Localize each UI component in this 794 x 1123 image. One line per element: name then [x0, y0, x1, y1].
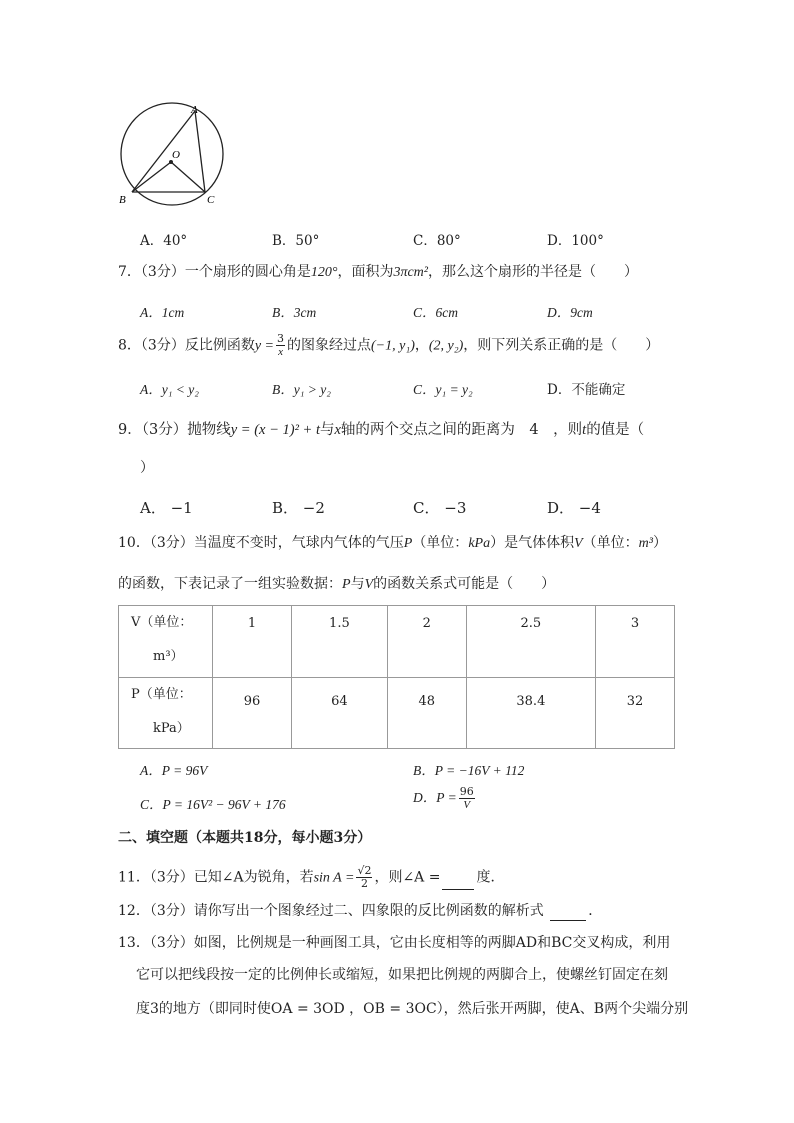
table-cell: 2: [387, 606, 466, 678]
q13-line-2: 它可以把线段按一定的比例伸长或缩短，如果把比例规的两脚合上，使螺丝钉固定在刻: [136, 967, 668, 983]
q7-option-b: B．3cm: [272, 305, 317, 320]
header-v-text: V（单位：: [131, 615, 193, 630]
q10-text-4: （单位：: [582, 535, 639, 551]
q10-data-table: [118, 605, 675, 749]
q8-frac-den: x: [278, 346, 283, 358]
q10-option-c: C．P = 16V² − 96V + 176: [140, 797, 286, 812]
q7-option-d: D．9cm: [547, 305, 593, 320]
segment-ac: [195, 111, 205, 192]
q8-number: 8．: [118, 337, 141, 354]
q12-answer-blank[interactable]: [550, 906, 586, 921]
q10-points: （3分）: [149, 535, 194, 551]
table-row: [119, 677, 675, 749]
q10-line-2-p: P: [342, 577, 351, 592]
q10-p-var: P: [403, 536, 413, 551]
section-2-title: 二、填空题（本题共18分，每小题3分）: [118, 830, 372, 846]
q9-option-b: B． −2: [272, 499, 325, 517]
q7-number: 7．: [118, 264, 141, 280]
q10-stem: [118, 533, 667, 554]
circle-figure: [112, 100, 242, 212]
q8-frac-num: 3: [277, 332, 285, 345]
q8-point-1: (−1, y₁): [371, 338, 415, 354]
q8-stem: [118, 333, 659, 358]
q11-answer-blank[interactable]: [442, 875, 474, 890]
table-cell: 38.4: [466, 677, 595, 749]
q7-angle: 120°: [310, 265, 338, 280]
q11-text-1: 已知∠A为锐角，若: [193, 869, 314, 886]
q7-option-a: A．1cm: [140, 305, 185, 320]
header-v-unit: m³）: [153, 649, 184, 664]
q8-fraction: [276, 333, 285, 358]
table-cell: 3: [595, 606, 674, 678]
q9-option-c: C． −3: [413, 499, 467, 517]
table-row: [119, 606, 675, 678]
label-c: C: [207, 194, 215, 206]
q9-option-d: D． −4: [547, 499, 601, 517]
q7-text-1: 一个扇形的圆心角是: [184, 264, 311, 280]
header-v-line1: [131, 606, 211, 640]
q9-text-3: 轴的两个交点之间的距离为 4 ，则: [340, 422, 583, 438]
q7-text-2: ，面积为: [337, 264, 394, 280]
header-p-line1: [131, 678, 211, 712]
segment-oc: [171, 162, 205, 192]
q9-stem: [118, 420, 644, 440]
q6-option-c: C．80°: [413, 233, 461, 249]
q10-option-a: A．P = 96V: [140, 763, 208, 778]
q9-number: 9．: [118, 422, 142, 438]
q9-points: （3分）: [141, 422, 188, 438]
table-cell: 1: [213, 606, 292, 678]
q7-stem: [118, 262, 638, 283]
q11-number: 11．: [118, 869, 150, 886]
q10-text-1: 当温度不变时，气球内气体的气压: [193, 535, 404, 551]
q7-text-3: ，那么这个扇形的半径是（ ）: [428, 264, 638, 280]
label-b: B: [119, 194, 126, 206]
q10-text-3: ）是气体体积: [490, 535, 575, 551]
q6-option-a: A．40°: [140, 233, 188, 249]
q8-point-2: (2, y₂): [428, 338, 464, 354]
q13-stem: [118, 933, 670, 953]
q11-frac-den: 2: [360, 877, 368, 890]
q10-option-b: B．P = −16V + 112: [413, 763, 525, 778]
q12-number: 12．: [118, 903, 150, 919]
q10-option-d-fraction: [459, 786, 475, 811]
q10-line-2: [118, 574, 555, 595]
header-p-text: P（单位：: [131, 686, 192, 702]
q6-option-d: D．100°: [547, 233, 604, 249]
q10-option-d-den: V: [463, 799, 471, 811]
header-v-line2: [131, 640, 211, 674]
q12-text-1: 请你写出一个图象经过二、四象限的反比例函数的解析式: [193, 903, 544, 919]
table-cell: 2.5: [466, 606, 595, 678]
q8-text-1: 反比例函数: [184, 337, 255, 354]
q10-line-2c: 的函数关系式可能是（ ）: [373, 576, 556, 592]
q8-option-b: B．y₁ > y₂: [272, 382, 331, 397]
q9-text-2: 与: [319, 422, 335, 438]
q10-m3: m³: [638, 536, 653, 551]
q11-fraction: [356, 865, 372, 890]
q8-text-3: ，则下列关系正确的是（ ）: [463, 337, 660, 354]
q9-x-axis: x: [334, 422, 341, 438]
q9-t-var: t: [582, 422, 587, 438]
q10-number: 10．: [118, 535, 150, 551]
q7-area: 3πcm²: [393, 265, 428, 280]
q9-option-a: A． −1: [140, 499, 193, 517]
q11-stem: [118, 865, 504, 890]
q11-text-3: 度．: [476, 869, 505, 886]
q13-line-1: 如图，比例规是一种画图工具，它由长度相等的两脚AD和BC交叉构成，利用: [193, 935, 671, 951]
label-o: O: [172, 149, 180, 161]
q9-text-1: 抛物线: [187, 422, 231, 438]
q13-points: （3分）: [149, 935, 194, 951]
label-a: A: [191, 104, 198, 116]
header-p-unit: kPa）: [153, 720, 190, 736]
q6-option-b: B．50°: [272, 233, 320, 249]
q9-expression: y = (x − 1)² + t: [230, 422, 320, 438]
q8-sep: ，: [414, 337, 429, 354]
q8-text-2: 的图象经过点: [287, 337, 372, 354]
q13-line-3: 度3的地方（即同时使OA = 3OD ，OB = 3OC），然后张开两脚，使A、B两个尖端分别: [136, 1001, 689, 1017]
q10-text-2: （单位：: [412, 535, 469, 551]
table-row-header-v: [119, 606, 213, 678]
q12-points: （3分）: [149, 903, 194, 919]
q10-v-var: V: [574, 536, 583, 551]
q9-text-4: 的值是（: [586, 422, 645, 438]
q10-option-d-prefix: D．P =: [413, 790, 457, 805]
table-cell: 1.5: [292, 606, 388, 678]
q7-points: （3分）: [140, 264, 185, 280]
q8-option-d: D．不能确定: [547, 382, 626, 398]
q8-points: （3分）: [140, 337, 185, 354]
q8-option-c: C．y₁ = y₂: [413, 382, 473, 397]
header-p-line2: [131, 712, 211, 746]
table-row-header-p: [119, 677, 213, 749]
q11-frac-num: √2: [357, 864, 372, 877]
segment-ab: [132, 111, 195, 192]
q12-text-2: ．: [588, 903, 603, 919]
q12-stem: [118, 901, 602, 921]
q11-text-2: ，则∠A =: [374, 869, 441, 886]
q10-line-2b: 与: [350, 576, 365, 592]
q10-text-5: ）: [652, 535, 667, 551]
q9-line-2: ）: [140, 460, 154, 476]
q11-points: （3分）: [149, 869, 194, 886]
q8-option-a: A．y₁ < y₂: [140, 382, 199, 397]
q10-line-2-v: V: [364, 577, 374, 592]
q11-sin-a: sin A =: [313, 870, 355, 886]
table-cell: 96: [213, 677, 292, 749]
table-cell: 32: [595, 677, 674, 749]
q10-line-2a: 的函数，下表记录了一组实验数据：: [118, 576, 342, 592]
q10-option-d: [413, 786, 477, 811]
q10-kpa: kPa: [468, 536, 491, 551]
q7-option-c: C．6cm: [413, 305, 458, 320]
q8-func-lhs: y =: [254, 338, 275, 354]
table-cell: 64: [292, 677, 388, 749]
q13-number: 13．: [118, 935, 150, 951]
table-cell: 48: [387, 677, 466, 749]
q10-option-d-num: 96: [459, 785, 474, 798]
